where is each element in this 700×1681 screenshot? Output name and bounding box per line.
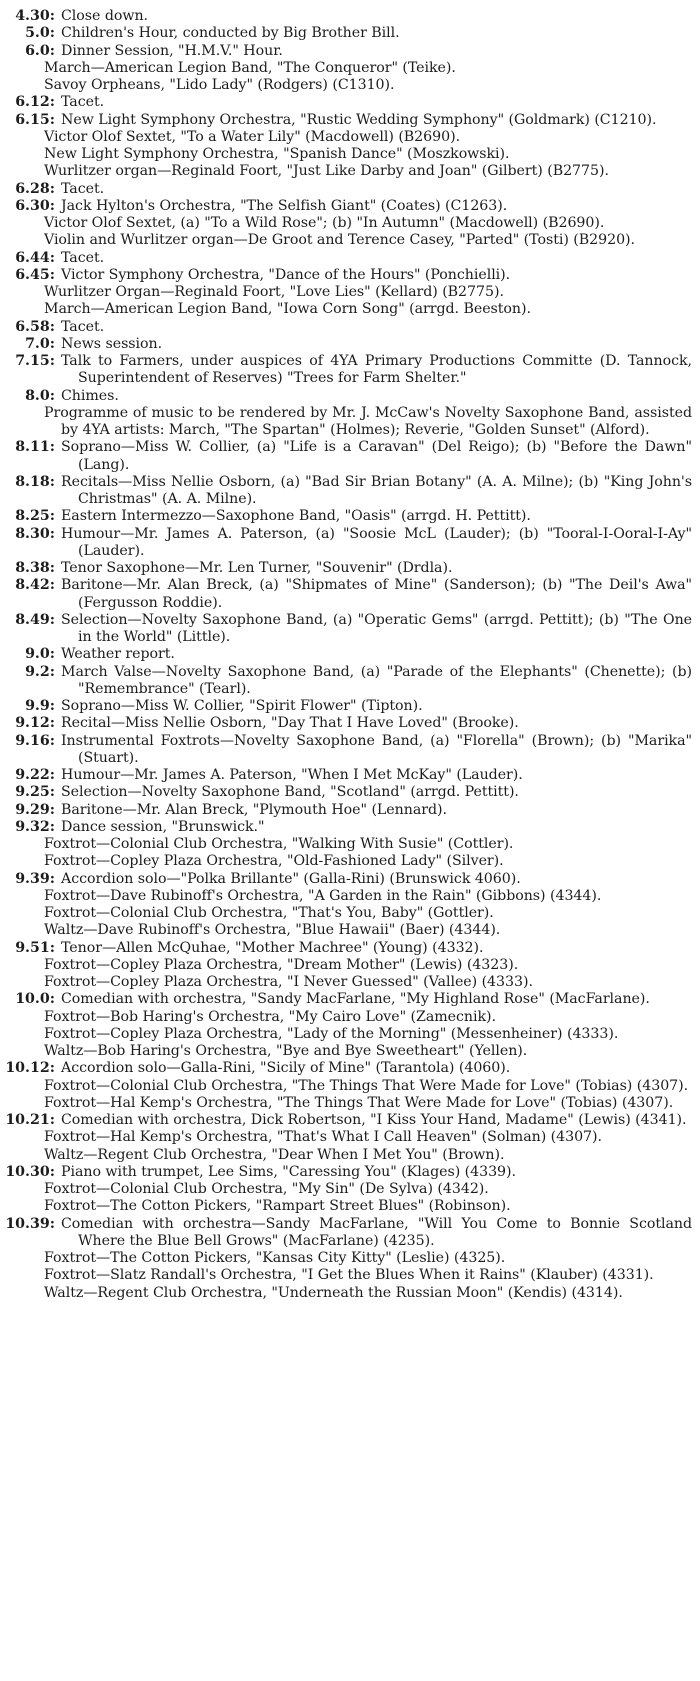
entry-line: March Valse—Novelty Saxophone Band, (a) "Parade of the Elephants" (Chenette); (b) "Remembrance" (Tearl). — [61, 663, 692, 697]
entry-time-value: 9.25 — [15, 784, 50, 801]
time-separator: : — [49, 646, 55, 663]
entry-time — [5, 767, 58, 784]
programme-entry — [5, 819, 692, 871]
entry-time-value: 8.0 — [25, 387, 50, 404]
programme-entry — [5, 526, 692, 561]
entry-line: Foxtrot—Colonial Club Orchestra, "That's You, Baby" (Gottler). — [44, 905, 494, 921]
programme-entry — [5, 25, 692, 42]
programme-entry — [5, 871, 692, 940]
entry-time — [5, 336, 58, 353]
programme-entry — [5, 336, 692, 353]
entry-time-value: 4.30 — [15, 8, 50, 24]
entry-line: Humour—Mr. James A. Paterson, "When I Met McKay" (Lauder). — [61, 767, 523, 783]
entry-time-value: 10.30 — [5, 1163, 50, 1180]
entry-body — [58, 664, 692, 699]
entry-body — [44, 991, 692, 1060]
entry-time-value: 10.21 — [5, 1112, 50, 1128]
entry-body — [58, 250, 692, 267]
programme-entry — [5, 1164, 692, 1216]
entry-line: Recitals—Miss Nellie Osborn, (a) "Bad Sir Brian Botany" (A. A. Milne); (b) "King John's Christmas" (A. A. Milne). — [61, 473, 692, 507]
entry-time — [5, 526, 58, 561]
time-separator: : — [49, 508, 55, 525]
time-separator: : — [49, 991, 55, 1008]
entry-time-value: 9.2 — [25, 663, 50, 680]
programme-entry — [5, 715, 692, 732]
entry-line: Foxtrot—Dave Rubinoff's Orchestra, "A Garden in the Rain" (Gibbons) (4344). — [44, 887, 602, 904]
entry-line: Jack Hylton's Orchestra, "The Selfish Giant" (Coates) (C1263). — [61, 197, 508, 214]
entry-time — [5, 560, 58, 577]
entry-line: Foxtrot—Copley Plaza Orchestra, "Dream Mother" (Lewis) (4323). — [44, 956, 519, 973]
entry-line: Tenor—Allen McQuhae, "Mother Machree" (Young) (4332). — [61, 939, 484, 956]
entry-time-value: 8.18 — [15, 473, 50, 490]
programme-entry — [5, 1112, 692, 1164]
time-separator: : — [49, 266, 55, 283]
programme-entry — [5, 388, 692, 440]
entry-line: March—American Legion Band, "The Conqueror" (Teike). — [44, 59, 456, 76]
entry-body — [58, 715, 692, 732]
programme-entry — [5, 940, 692, 992]
programme-entry — [5, 784, 692, 801]
time-separator: : — [49, 801, 55, 818]
entry-body — [44, 1163, 692, 1216]
entry-line: Foxtrot—Slatz Randall's Orchestra, "I Get the Blues When it Rains" (Klauber) (4331). — [44, 1267, 654, 1284]
entry-body — [58, 767, 692, 784]
entry-body — [58, 646, 692, 663]
entry-line: Comedian with orchestra, "Sandy MacFarlane, "My Highland Rose" (MacFarlane). — [61, 991, 650, 1008]
entry-line: Baritone—Mr. Alan Breck, "Plymouth Hoe" (Lennard). — [61, 801, 447, 818]
entry-time — [5, 94, 58, 111]
programme-entry — [5, 991, 692, 1060]
entry-body — [44, 42, 692, 95]
entry-line: Foxtrot—Hal Kemp's Orchestra, "That's What I Call Heaven" (Solman) (4307). — [44, 1129, 602, 1146]
time-separator: : — [49, 784, 55, 801]
entry-line: Victor Olof Sextet, "To a Water Lily" (Macdowell) (B2690). — [44, 128, 461, 145]
entry-time — [5, 439, 58, 474]
entry-time-value: 10.0 — [15, 991, 50, 1008]
entry-line: Wurlitzer Organ—Reginald Foort, "Love Lies" (Kellard) (B2775). — [44, 284, 504, 300]
entry-time-value: 9.9 — [25, 698, 50, 714]
entry-line: Waltz—Dave Rubinoff's Orchestra, "Blue Hawaii" (Baer) (4344). — [44, 922, 501, 939]
entry-line: Tenor Saxophone—Mr. Len Turner, "Souvenir" (Drdla). — [61, 560, 453, 576]
programme-entry — [5, 43, 692, 95]
entry-line: Foxtrot—Colonial Club Orchestra, "My Sin" (De Sylva) (4342). — [44, 1181, 489, 1197]
programme-entry — [5, 1216, 692, 1302]
programme-entry — [5, 439, 692, 474]
entry-body — [58, 8, 692, 25]
entry-time-value: 8.25 — [15, 508, 50, 525]
entry-time — [5, 181, 58, 198]
time-separator: : — [49, 42, 55, 59]
time-separator: : — [49, 473, 55, 490]
entry-line: Accordion solo—"Polka Brillante" (Galla-Rini) (Brunswick 4060). — [61, 870, 521, 887]
entry-body — [44, 197, 692, 250]
programme-entry — [5, 802, 692, 819]
entry-line: Soprano—Miss W. Collier, (a) "Life is a Caravan" (Del Reigo); (b) "Before the Dawn" (Lang). — [61, 439, 692, 473]
time-separator: : — [49, 1060, 55, 1077]
entry-line: Victor Symphony Orchestra, "Dance of the Hours" (Ponchielli). — [61, 266, 511, 283]
entry-line: Tacet. — [61, 180, 105, 197]
entry-time-value: 5.0 — [25, 25, 50, 42]
entry-line: Tacet. — [61, 94, 105, 111]
entry-time — [5, 474, 58, 509]
entry-time-value: 9.16 — [15, 732, 50, 749]
time-separator: : — [49, 180, 55, 197]
time-separator: : — [49, 870, 55, 887]
entry-body — [44, 1060, 692, 1112]
entry-time — [5, 8, 58, 25]
time-separator: : — [49, 439, 55, 456]
programme-entry — [5, 1060, 692, 1112]
entry-line: Weather report. — [61, 646, 175, 663]
entry-body — [58, 733, 692, 768]
time-separator: : — [49, 715, 55, 732]
entry-line: Comedian with orchestra, Dick Robertson, "I Kiss Your Hand, Madame" (Lewis) (4341). — [61, 1112, 687, 1128]
programme-entry — [5, 508, 692, 525]
time-separator: : — [49, 525, 55, 542]
programme-entry — [5, 250, 692, 267]
entry-time-value: 6.30 — [15, 197, 50, 214]
entry-time-value: 9.32 — [15, 818, 50, 835]
entry-body — [44, 387, 692, 440]
programme-entry — [5, 612, 692, 647]
entry-line: Foxtrot—Copley Plaza Orchestra, "Old-Fashioned Lady" (Silver). — [44, 853, 504, 870]
time-separator: : — [49, 387, 55, 404]
entry-line: Foxtrot—Copley Plaza Orchestra, "I Never Guessed" (Vallee) (4333). — [44, 974, 533, 990]
programme-entry — [5, 733, 692, 768]
entry-time — [5, 715, 58, 732]
time-separator: : — [49, 939, 55, 956]
entry-body — [58, 439, 692, 474]
time-separator: : — [49, 197, 55, 214]
entry-line: Foxtrot—Copley Plaza Orchestra, "Lady of the Morning" (Messenheiner) (4333). — [44, 1025, 619, 1042]
entry-line: Foxtrot—The Cotton Pickers, "Kansas City Kitty" (Leslie) (4325). — [44, 1250, 506, 1266]
entry-time-value: 9.0 — [25, 646, 50, 663]
programme-entry — [5, 8, 692, 25]
entry-line: Tacet. — [61, 318, 105, 335]
entry-line: New Light Symphony Orchestra, "Rustic Wedding Symphony" (Goldmark) (C1210). — [61, 111, 657, 128]
time-separator: : — [49, 663, 55, 680]
entry-body — [58, 526, 692, 561]
entry-line: Programme of music to be rendered by Mr. J. McCaw's Novelty Saxophone Band, assisted by 4YA artists: March, "The Spartan" (Holmes); Reverie, "Golden Sunset" (Alford). — [44, 404, 692, 438]
entry-body — [58, 353, 692, 388]
time-separator: : — [49, 577, 55, 594]
entry-body — [44, 870, 692, 940]
programme-entry — [5, 577, 692, 612]
entry-time-value: 6.58 — [15, 318, 50, 335]
entry-body — [44, 1215, 692, 1302]
time-separator: : — [49, 94, 55, 111]
entry-time — [5, 646, 58, 663]
time-separator: : — [49, 1215, 55, 1232]
programme-entry — [5, 198, 692, 250]
programme-entry — [5, 646, 692, 663]
entry-line: Waltz—Regent Club Orchestra, "Underneath the Russian Moon" (Kendis) (4314). — [44, 1284, 623, 1301]
entry-time-value: 6.28 — [15, 180, 50, 197]
entry-line: Selection—Novelty Saxophone Band, (a) "Operatic Gems" (arrgd. Pettitt); (b) "The One in the World" (Little). — [61, 611, 692, 645]
time-separator: : — [49, 318, 55, 335]
entry-line: Foxtrot—Colonial Club Orchestra, "Walking With Susie" (Cottler). — [44, 836, 514, 852]
programme-entry — [5, 698, 692, 715]
entry-time-value: 9.29 — [15, 801, 50, 818]
time-separator: : — [49, 767, 55, 783]
entry-line: Waltz—Regent Club Orchestra, "Dear When I Met You" (Brown). — [44, 1146, 505, 1163]
entry-time-value: 8.38 — [15, 560, 50, 576]
entry-time-value: 10.39 — [5, 1215, 50, 1232]
entry-line: Close down. — [61, 8, 148, 24]
entry-line: Accordion solo—Galla-Rini, "Sicily of Mine" (Tarantola) (4060). — [61, 1060, 511, 1077]
time-separator: : — [49, 249, 55, 266]
entry-time-value: 9.12 — [15, 715, 50, 732]
entry-body — [44, 266, 692, 319]
entry-time-value: 6.12 — [15, 94, 50, 111]
entry-body — [58, 474, 692, 509]
entry-time-value: 9.39 — [15, 870, 50, 887]
entry-line: Dinner Session, "H.M.V." Hour. — [61, 42, 283, 59]
entry-body — [58, 25, 692, 42]
entry-time — [5, 25, 58, 42]
time-separator: : — [49, 8, 55, 24]
entry-body — [44, 1112, 692, 1164]
entry-time-value: 7.0 — [25, 335, 50, 352]
entry-line: Victor Olof Sextet, (a) "To a Wild Rose"; (b) "In Autumn" (Macdowell) (B2690). — [44, 215, 605, 231]
entry-time-value: 6.15 — [15, 111, 50, 128]
programme-entry — [5, 267, 692, 319]
time-separator: : — [49, 611, 55, 628]
programme-entry — [5, 112, 692, 181]
entry-line: Chimes. — [61, 387, 119, 404]
time-separator: : — [49, 335, 55, 352]
entry-line: Foxtrot—Bob Haring's Orchestra, "My Cairo Love" (Zamecnik). — [44, 1008, 496, 1025]
entry-body — [58, 698, 692, 715]
entry-body — [58, 181, 692, 198]
entry-line: Foxtrot—Colonial Club Orchestra, "The Things That Were Made for Love" (Tobias) (4307). — [44, 1077, 689, 1094]
entry-time — [5, 612, 58, 647]
entry-time-value: 10.12 — [5, 1060, 50, 1077]
entry-body — [44, 111, 692, 181]
programme-entry — [5, 664, 692, 699]
programme-entry — [5, 474, 692, 509]
entry-body — [58, 336, 692, 353]
entry-line: Selection—Novelty Saxophone Band, "Scotland" (arrgd. Pettitt). — [61, 784, 519, 801]
entry-time-value: 8.49 — [15, 611, 50, 628]
entry-body — [58, 577, 692, 612]
entry-line: Soprano—Miss W. Collier, "Spirit Flower" (Tipton). — [61, 698, 423, 714]
time-separator: : — [49, 353, 55, 369]
entry-time — [5, 784, 58, 801]
entry-line: Tacet. — [61, 249, 105, 266]
entry-time — [5, 250, 58, 267]
entry-line: Waltz—Bob Haring's Orchestra, "Bye and Bye Sweetheart" (Yellen). — [44, 1043, 528, 1059]
time-separator: : — [49, 560, 55, 576]
entry-line: Eastern Intermezzo—Saxophone Band, "Oasis" (arrgd. H. Pettitt). — [61, 508, 531, 525]
entry-line: March—American Legion Band, "Iowa Corn Song" (arrgd. Beeston). — [44, 301, 531, 318]
time-separator: : — [49, 1112, 55, 1128]
entry-time-value: 8.42 — [15, 577, 50, 594]
time-separator: : — [49, 111, 55, 128]
entry-time — [5, 353, 58, 388]
entry-time — [5, 319, 58, 336]
entry-time-value: 8.30 — [15, 525, 50, 542]
programme-entry — [5, 94, 692, 111]
entry-time — [5, 577, 58, 612]
entry-line: Foxtrot—Hal Kemp's Orchestra, "The Things That Were Made for Love" (Tobias) (4307). — [44, 1094, 674, 1111]
entry-time-value: 9.51 — [15, 939, 50, 956]
programme-entry — [5, 181, 692, 198]
entry-line: Children's Hour, conducted by Big Brother Bill. — [61, 25, 400, 42]
entry-time-value: 6.44 — [15, 249, 50, 266]
entry-time-value: 8.11 — [15, 439, 50, 456]
entry-time-value: 6.0 — [25, 42, 50, 59]
entry-time-value: 6.45 — [15, 266, 50, 283]
entry-line: Foxtrot—The Cotton Pickers, "Rampart Street Blues" (Robinson). — [44, 1198, 511, 1215]
entry-body — [58, 802, 692, 819]
entry-line: Baritone—Mr. Alan Breck, (a) "Shipmates of Mine" (Sanderson); (b) "The Deil's Awa" (Fergusson Roddie). — [61, 577, 692, 611]
entry-body — [44, 818, 692, 871]
entry-time — [5, 802, 58, 819]
entry-body — [58, 560, 692, 577]
entry-line: New Light Symphony Orchestra, "Spanish Dance" (Moszkowski). — [44, 146, 510, 162]
programme-entry — [5, 767, 692, 784]
entry-time — [5, 664, 58, 699]
time-separator: : — [49, 1163, 55, 1180]
entry-line: Violin and Wurlitzer organ—De Groot and Terence Casey, "Parted" (Tosti) (B2920). — [44, 232, 635, 249]
entry-line: News session. — [61, 335, 163, 352]
entry-time-value: 9.22 — [15, 767, 50, 783]
entry-body — [44, 939, 692, 992]
entry-time — [5, 508, 58, 525]
entry-line: Humour—Mr. James A. Paterson, (a) "Soosie McL (Lauder); (b) "Tooral-I-Ooral-I-Ay" (Lauder). — [61, 525, 692, 559]
time-separator: : — [49, 818, 55, 835]
entry-body — [58, 508, 692, 525]
entry-body — [58, 612, 692, 647]
entry-body — [58, 94, 692, 111]
entry-time — [5, 733, 58, 768]
entry-line: Talk to Farmers, under auspices of 4YA Primary Productions Committe (D. Tannock, Superintendent of Reserves) "Trees for Farm Shelter." — [61, 353, 692, 387]
programme-entry — [5, 560, 692, 577]
entry-line: Instrumental Foxtrots—Novelty Saxophone Band, (a) "Florella" (Brown); (b) "Marika" (Stuart). — [61, 732, 692, 766]
programme-entry — [5, 319, 692, 336]
programme-entry — [5, 353, 692, 388]
entry-body — [58, 319, 692, 336]
entry-line: Piano with trumpet, Lee Sims, "Caressing You" (Klages) (4339). — [61, 1163, 516, 1180]
entry-line: Comedian with orchestra—Sandy MacFarlane, "Will You Come to Bonnie Scotland Where the Blue Bell Grows" (MacFarlane) (4235). — [61, 1215, 692, 1249]
time-separator: : — [49, 25, 55, 42]
entry-time — [5, 698, 58, 715]
entry-line: Recital—Miss Nellie Osborn, "Day That I Have Loved" (Brooke). — [61, 715, 519, 732]
entry-line: Wurlitzer organ—Reginald Foort, "Just Like Darby and Joan" (Gilbert) (B2775). — [44, 163, 609, 180]
entry-body — [58, 784, 692, 801]
time-separator: : — [49, 732, 55, 749]
time-separator: : — [49, 698, 55, 714]
entry-line: Savoy Orpheans, "Lido Lady" (Rodgers) (C1310). — [44, 77, 395, 93]
entry-line: Dance session, "Brunswick." — [61, 818, 265, 835]
entry-time-value: 7.15 — [15, 353, 50, 369]
